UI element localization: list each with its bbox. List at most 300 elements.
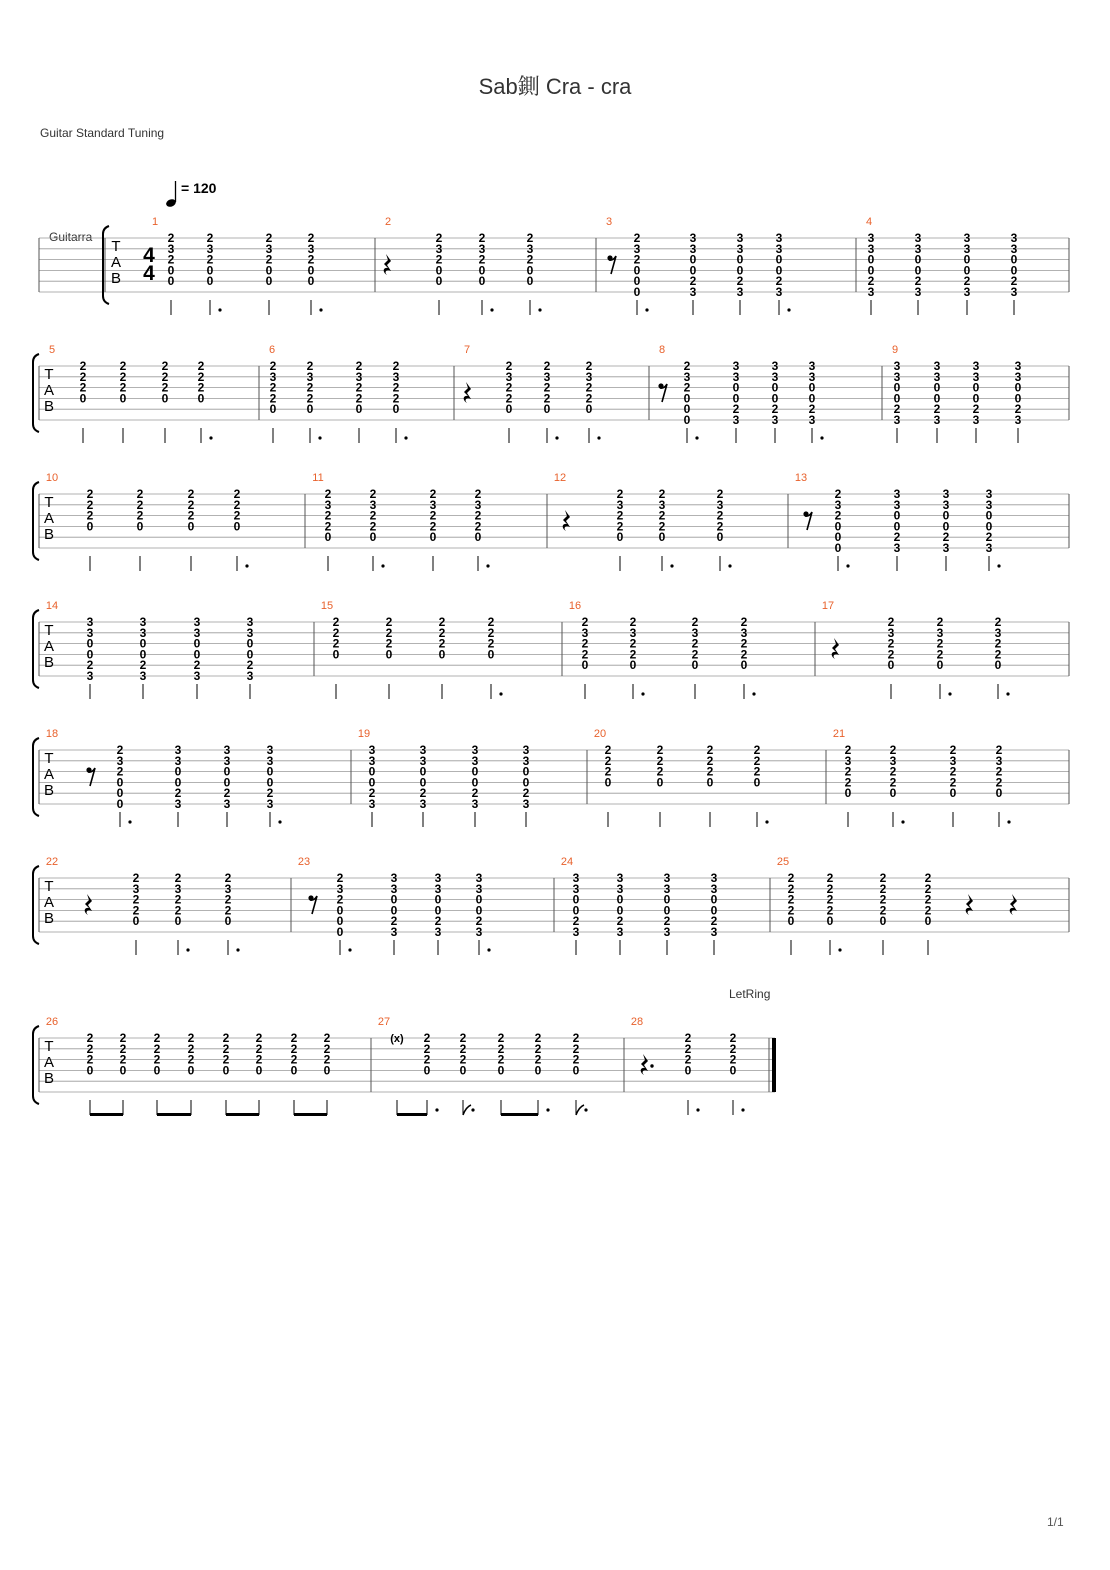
fret-number: 2 [867, 274, 875, 289]
fret-number: 0 [1010, 252, 1018, 267]
fret-number: 3 [266, 753, 274, 768]
fret-number: 3 [368, 743, 376, 757]
fret-number: 2 [684, 1052, 692, 1067]
fret-number: 3 [808, 413, 816, 427]
fret-number: 3 [474, 497, 482, 512]
fret-number: 3 [522, 797, 530, 811]
fret-number: 2 [889, 743, 897, 757]
fret-number: 0 [633, 274, 641, 289]
fret-number: 2 [369, 519, 377, 534]
fret-number: 2 [223, 786, 231, 801]
fret-number: 3 [368, 797, 376, 811]
fret-number: 0 [663, 903, 671, 918]
fret-number: 0 [266, 775, 274, 790]
fret-number: 3 [893, 369, 901, 384]
fret-number: 2 [729, 1041, 737, 1056]
fret-number: 0 [246, 636, 254, 651]
fret-number: 3 [336, 881, 344, 896]
fret-number: 0 [585, 402, 593, 417]
fret-number: 2 [324, 519, 332, 534]
tab-clef-letter: T [44, 494, 54, 511]
fret-number: 0 [689, 252, 697, 267]
fret-number: 2 [936, 647, 944, 662]
measure-number: 2 [384, 216, 392, 228]
fret-number: 0 [522, 764, 530, 779]
fret-number: 2 [423, 1052, 431, 1067]
fret-number: 2 [691, 647, 699, 662]
fret-number: 2 [187, 1052, 195, 1067]
fret-number: 2 [474, 508, 482, 523]
tab-clef-letter: B [43, 910, 55, 927]
fret-number: 3 [471, 797, 479, 811]
system-bracket [33, 1026, 39, 1104]
fret-number: 2 [963, 274, 971, 289]
rhythm-dot [645, 308, 648, 311]
fret-number: 2 [187, 1041, 195, 1056]
measure-number: 4 [865, 216, 873, 228]
rhythm-dot [278, 820, 281, 823]
fret-number: 2 [543, 380, 551, 395]
fret-number: 2 [691, 615, 699, 629]
fret-number: 0 [736, 263, 744, 278]
fret-number: 2 [187, 497, 195, 512]
fret-number: 2 [994, 615, 1002, 629]
rhythm-dot [245, 564, 248, 567]
rhythm-dot [765, 820, 768, 823]
fret-number: 2 [985, 530, 993, 545]
fret-number: 2 [323, 1041, 331, 1056]
tempo-value: = 120 [181, 180, 217, 196]
fret-number: 3 [139, 669, 147, 683]
fret-number: 0 [429, 530, 437, 545]
rhythm-dot [348, 948, 351, 951]
fret-number: 0 [775, 263, 783, 278]
fret-number: 0 [887, 658, 895, 673]
fret-number: 0 [867, 263, 875, 278]
fret-number: 3 [475, 881, 483, 896]
fret-number: 0 [683, 413, 691, 427]
fret-number: 2 [879, 892, 887, 907]
fret-number: 2 [355, 391, 363, 406]
fret-number: 2 [505, 359, 513, 373]
fret-number: 0 [435, 263, 443, 278]
fret-number: 0 [116, 786, 124, 801]
fret-number: 0 [826, 914, 834, 929]
fret-number: 2 [889, 775, 897, 790]
fret-number: 2 [633, 252, 641, 267]
fret-number: 0 [656, 775, 664, 790]
fret-number: 2 [132, 871, 140, 885]
fret-number: 0 [475, 892, 483, 907]
tab-clef-letter: B [43, 654, 55, 671]
fret-number: 2 [683, 380, 691, 395]
fret-number: 3 [86, 615, 94, 629]
fret-number: 2 [834, 487, 842, 501]
fret-number: 2 [459, 1031, 467, 1045]
fret-number: 0 [136, 519, 144, 534]
eighth-flag [463, 1105, 471, 1115]
fret-number: 2 [534, 1052, 542, 1067]
measure-number: 8 [658, 344, 666, 356]
rhythm-beam [397, 1113, 427, 1116]
fret-number: 2 [324, 487, 332, 501]
fret-number: 2 [534, 1031, 542, 1045]
fret-number: 2 [740, 615, 748, 629]
fret-number: 2 [471, 786, 479, 801]
fret-number: 0 [419, 764, 427, 779]
fret-number: 3 [266, 743, 274, 757]
fret-number: 0 [963, 252, 971, 267]
fret-number: 2 [572, 1041, 580, 1056]
fret-number: 2 [269, 391, 277, 406]
fret-number: 2 [139, 658, 147, 673]
fret-number: 2 [385, 625, 393, 640]
fret-number: 3 [732, 359, 740, 373]
fret-number: 2 [307, 252, 315, 267]
fret-number: 2 [429, 519, 437, 534]
fret-number: 3 [390, 881, 398, 896]
fret-number: 2 [604, 764, 612, 779]
fret-number: 2 [526, 252, 534, 267]
fret-number: 3 [616, 871, 624, 885]
rhythm-dot [555, 436, 558, 439]
fret-number: 0 [505, 402, 513, 417]
fret-number: 2 [658, 487, 666, 501]
fret-number: 0 [324, 530, 332, 545]
fret-number: 0 [572, 892, 580, 907]
rhythm-dot [404, 436, 407, 439]
fret-number: 2 [771, 402, 779, 417]
fret-number: 0 [475, 903, 483, 918]
fret-number: 2 [79, 359, 87, 373]
tab-system [33, 472, 1069, 571]
fret-number: 2 [689, 274, 697, 289]
fret-number: 2 [119, 1041, 127, 1056]
fret-number: 0 [187, 519, 195, 534]
fret-number: 2 [132, 903, 140, 918]
fret-number: 2 [826, 903, 834, 918]
fret-number: 2 [585, 359, 593, 373]
fret-number: 0 [86, 636, 94, 651]
fret-number: 0 [689, 263, 697, 278]
fret-number: 0 [995, 786, 1003, 801]
fret-number: 0 [753, 775, 761, 790]
fret-number: 0 [197, 391, 205, 406]
fret-number: 3 [949, 753, 957, 768]
fret-number: 0 [808, 391, 816, 406]
fret-number: 2 [834, 508, 842, 523]
fret-number: 2 [691, 636, 699, 651]
fret-number: 3 [985, 487, 993, 501]
fret-number: 2 [355, 359, 363, 373]
fret-number: 0 [994, 658, 1002, 673]
fret-number: 2 [581, 647, 589, 662]
fret-number: 2 [775, 274, 783, 289]
fret-number: 3 [933, 413, 941, 427]
fret-number: 2 [392, 391, 400, 406]
fret-number: 3 [429, 497, 437, 512]
fret-number: 0 [478, 274, 486, 289]
fret-number: 0 [534, 1063, 542, 1078]
fret-number: 3 [1014, 413, 1022, 427]
fret-number: 0 [336, 903, 344, 918]
quarter-rest-icon [384, 254, 391, 275]
fret-number: 0 [1014, 391, 1022, 406]
measure-number: 28 [630, 1016, 644, 1028]
fret-number: 0 [522, 775, 530, 790]
fret-number: 0 [193, 636, 201, 651]
fret-number: 3 [246, 625, 254, 640]
fret-number: 0 [985, 519, 993, 534]
fret-number: 2 [534, 1041, 542, 1056]
fret-number: 0 [716, 530, 724, 545]
fret-number: 2 [585, 380, 593, 395]
fret-number: 0 [684, 1063, 692, 1078]
fret-number: 0 [933, 391, 941, 406]
fret-number: 0 [265, 274, 273, 289]
fret-number: 2 [269, 380, 277, 395]
fret-number: 0 [223, 764, 231, 779]
fret-number: 2 [269, 359, 277, 373]
fret-number: 2 [86, 658, 94, 673]
fret-number: 0 [79, 391, 87, 406]
fret-number: 3 [471, 743, 479, 757]
fret-number: 3 [390, 925, 398, 939]
tab-clef-letter: T [111, 238, 121, 255]
fret-number: 2 [332, 636, 340, 651]
fret-number: 3 [710, 871, 718, 885]
fret-number: 0 [893, 508, 901, 523]
fret-number: 2 [290, 1031, 298, 1045]
fret-number: 0 [206, 274, 214, 289]
measure-number: 6 [268, 344, 276, 356]
fret-number: 0 [1010, 263, 1018, 278]
fret-number: 2 [206, 252, 214, 267]
fret-number: 2 [826, 871, 834, 885]
fret-number: 3 [522, 753, 530, 768]
fret-number: 2 [995, 743, 1003, 757]
rhythm-beam [226, 1113, 259, 1116]
fret-number: 0 [187, 1063, 195, 1078]
fret-number: 0 [771, 391, 779, 406]
fret-number: 3 [985, 541, 993, 555]
fret-number: 3 [478, 241, 486, 256]
fret-number: 3 [972, 359, 980, 373]
time-signature-digit: 4 [143, 262, 155, 285]
fret-number: 2 [879, 871, 887, 885]
fret-number: 2 [187, 487, 195, 501]
fret-number: 2 [497, 1041, 505, 1056]
fret-number: 0 [633, 285, 641, 299]
fret-number: 2 [132, 892, 140, 907]
measure-number: 5 [48, 344, 56, 356]
fret-number: 2 [972, 402, 980, 417]
fret-number: 0 [497, 1063, 505, 1078]
fret-number: 2 [255, 1041, 263, 1056]
fret-number: 2 [174, 903, 182, 918]
tab-clef-letter: T [44, 750, 54, 767]
fret-number: 0 [153, 1063, 161, 1078]
fret-number: 2 [826, 892, 834, 907]
fret-number: 2 [487, 625, 495, 640]
fret-number: 3 [771, 359, 779, 373]
quarter-rest-icon [832, 638, 839, 659]
rhythm-dot [128, 820, 131, 823]
fret-number: 0 [434, 892, 442, 907]
fret-number: 2 [581, 636, 589, 651]
fret-number: 2 [616, 519, 624, 534]
fret-number: 2 [656, 743, 664, 757]
fret-number: 3 [808, 369, 816, 384]
fret-number: 2 [233, 508, 241, 523]
fret-number: 3 [683, 369, 691, 384]
fret-number: 0 [419, 775, 427, 790]
fret-number: 0 [306, 402, 314, 417]
fret-number: 0 [438, 647, 446, 662]
fret-number: 3 [1014, 359, 1022, 373]
fret-number: 0 [924, 914, 932, 929]
fret-number: 3 [775, 285, 783, 299]
fret-number: 0 [434, 903, 442, 918]
rhythm-dot [186, 948, 189, 951]
fret-number: 3 [914, 285, 922, 299]
fret-number: 0 [223, 775, 231, 790]
fret-number: 3 [167, 241, 175, 256]
fret-number: 3 [572, 881, 580, 896]
tab-clef-letter: A [43, 894, 55, 911]
measure-number: 20 [593, 728, 607, 740]
fret-number: 0 [604, 775, 612, 790]
fret-number: 0 [834, 530, 842, 545]
measure-number: 27 [377, 1016, 391, 1028]
fret-number: 3 [435, 241, 443, 256]
fret-number: 0 [844, 786, 852, 801]
fret-number: 3 [174, 797, 182, 811]
fret-number: 2 [729, 1031, 737, 1045]
fret-number: 3 [893, 497, 901, 512]
fret-number: 2 [86, 508, 94, 523]
fret-number: 3 [139, 625, 147, 640]
rhythm-dot [641, 692, 644, 695]
fret-number: 0 [487, 647, 495, 662]
fret-number: 2 [497, 1031, 505, 1045]
fret-number: 3 [581, 625, 589, 640]
fret-number: 3 [419, 797, 427, 811]
fret-number: 3 [985, 497, 993, 512]
rhythm-dot [319, 308, 322, 311]
tempo-marking [165, 180, 217, 208]
fret-number: 0 [729, 1063, 737, 1078]
fret-number: 2 [306, 380, 314, 395]
fret-number: 0 [732, 380, 740, 395]
fret-number: 2 [949, 764, 957, 779]
fret-number: 3 [223, 743, 231, 757]
fret-number: 2 [543, 391, 551, 406]
fret-number: 2 [167, 231, 175, 245]
tab-clef-letter: T [44, 622, 54, 639]
fret-number: 0 [775, 252, 783, 267]
rhythm-dot [1007, 820, 1010, 823]
rhythm-dot [997, 564, 1000, 567]
fret-number: 0 [914, 252, 922, 267]
fret-number: 2 [459, 1052, 467, 1067]
fret-number: 2 [224, 903, 232, 918]
fret-number: 2 [438, 625, 446, 640]
measure-number: 15 [320, 600, 334, 612]
fret-number: 0 [834, 541, 842, 555]
fret-number: 2 [893, 530, 901, 545]
fret-number: 2 [434, 914, 442, 929]
fret-number: 3 [193, 625, 201, 640]
instrument-label: Guitarra [49, 230, 93, 244]
measure-number: 1 [151, 216, 159, 228]
fret-number: 3 [972, 369, 980, 384]
fret-number: 0 [933, 380, 941, 395]
fret-number: 0 [629, 658, 637, 673]
fret-number: 2 [119, 1052, 127, 1067]
fret-number: 3 [771, 369, 779, 384]
fret-number: 0 [526, 263, 534, 278]
fret-number: 0 [332, 647, 340, 662]
system-bracket [33, 866, 39, 944]
fret-number: 3 [526, 241, 534, 256]
fret-number: 3 [522, 743, 530, 757]
fret-number: 2 [153, 1052, 161, 1067]
eighth-flag [576, 1105, 584, 1115]
rest-dot [650, 1064, 653, 1067]
fret-number: 3 [914, 231, 922, 245]
fret-number: 3 [475, 925, 483, 939]
fret-number: 3 [572, 925, 580, 939]
measure-number: 13 [794, 472, 808, 484]
fret-number: 0 [771, 380, 779, 395]
tab-clef-letter: T [44, 366, 54, 383]
fret-number: 0 [307, 263, 315, 278]
fret-number: 0 [972, 380, 980, 395]
fret-number: 2 [419, 786, 427, 801]
fret-number: 3 [689, 285, 697, 299]
fret-number: 2 [995, 775, 1003, 790]
measure-number: 11 [312, 472, 324, 484]
fret-number: 2 [368, 786, 376, 801]
fret-number: 2 [889, 764, 897, 779]
fret-number: 3 [844, 753, 852, 768]
fret-number: 2 [487, 636, 495, 651]
fret-number: 2 [336, 892, 344, 907]
system-bracket [33, 610, 39, 688]
fret-number: 2 [808, 402, 816, 417]
fret-number: 2 [887, 636, 895, 651]
fret-number: 2 [255, 1052, 263, 1067]
fret-number: 2 [224, 892, 232, 907]
fret-number: 3 [116, 753, 124, 768]
fret-number: 2 [324, 508, 332, 523]
fret-number: 2 [136, 497, 144, 512]
fret-number: 2 [336, 871, 344, 885]
rhythm-dot [948, 692, 951, 695]
fret-number: 0 [355, 402, 363, 417]
fret-number: 3 [732, 369, 740, 384]
fret-number: 0 [663, 892, 671, 907]
tab-clef-letter: A [43, 382, 55, 399]
fret-number: 2 [136, 487, 144, 501]
fret-number: 2 [265, 231, 273, 245]
fret-number: 0 [834, 519, 842, 534]
fret-number: 3 [834, 497, 842, 512]
fret-number: 3 [174, 881, 182, 896]
fret-number: 2 [684, 1041, 692, 1056]
fret-number: 3 [658, 497, 666, 512]
